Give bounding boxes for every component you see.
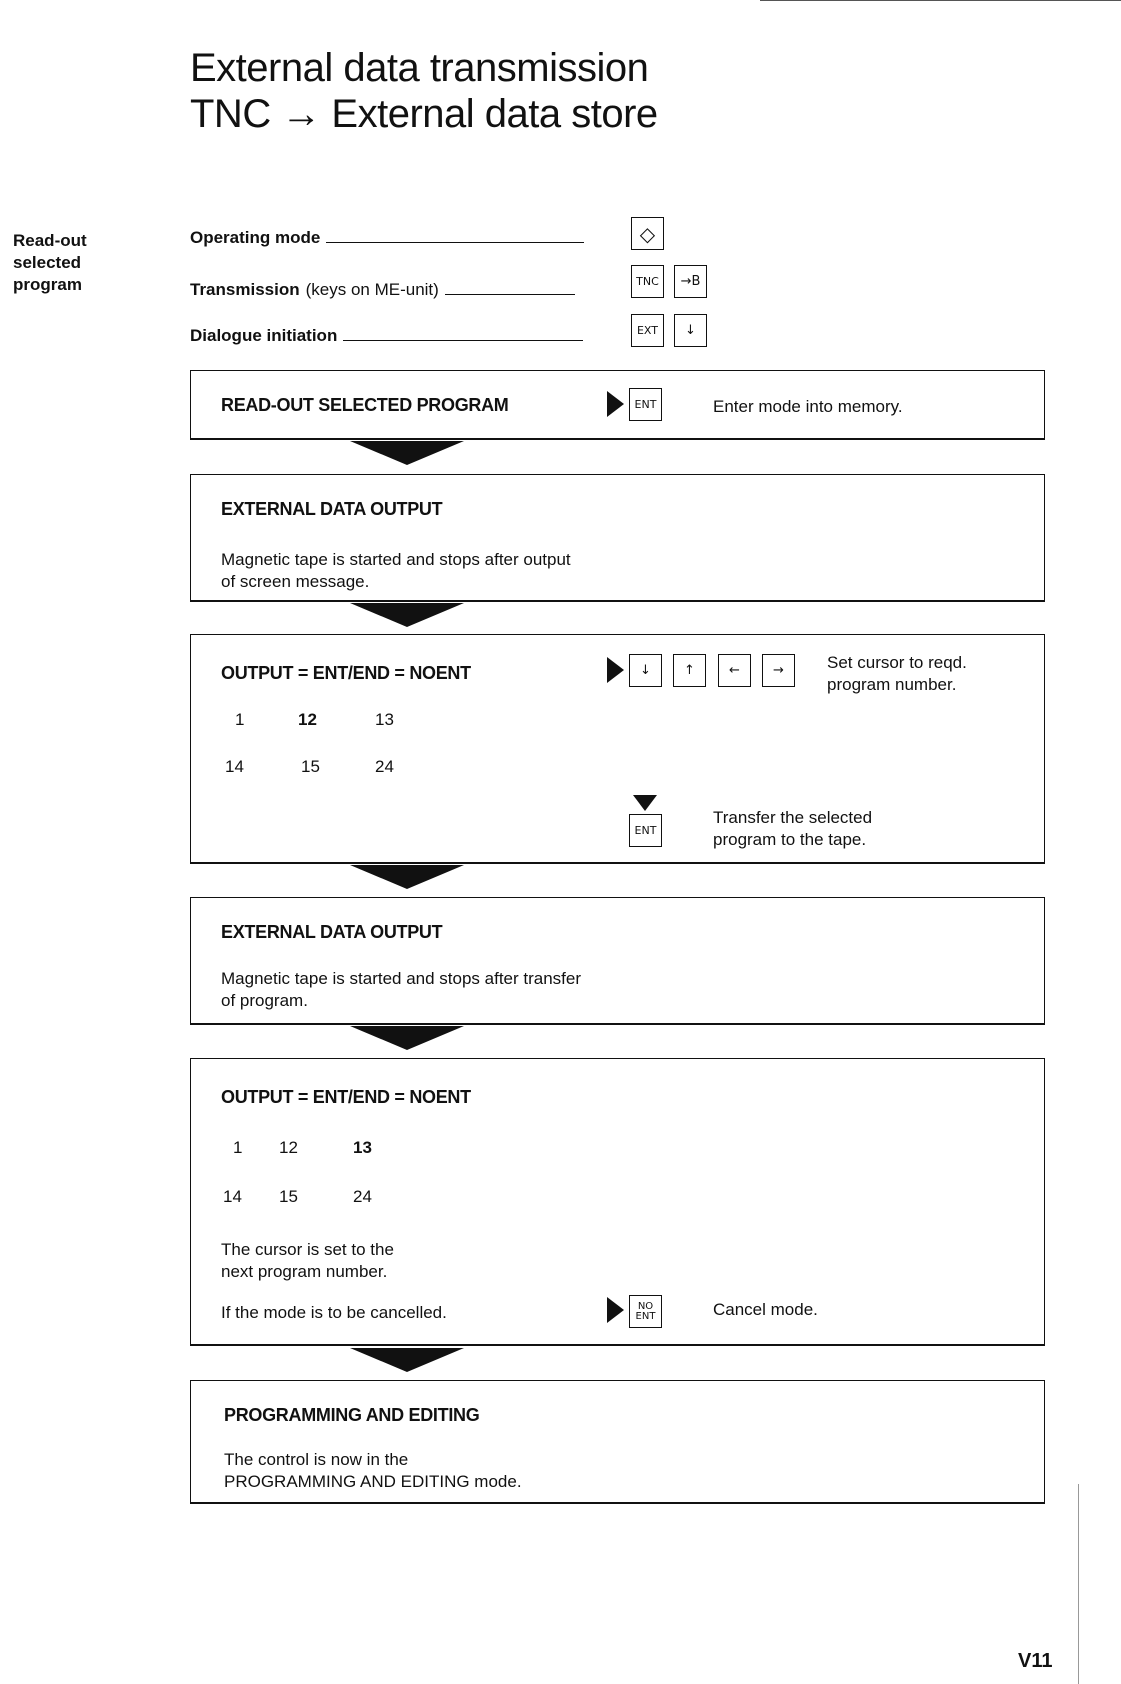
- page-subtitle: TNC → External data store: [190, 92, 658, 136]
- pointer-down-triangle-icon: [633, 795, 657, 811]
- program-number[interactable]: 1: [235, 710, 245, 729]
- flow-arrow-icon: [350, 1348, 464, 1372]
- box5-cancel-note: Cancel mode.: [713, 1300, 818, 1319]
- program-number[interactable]: 14: [223, 1187, 242, 1206]
- diamond-arrow-icon: ◇: [639, 221, 656, 246]
- box5-cancel-text: If the mode is to be cancelled.: [221, 1303, 447, 1322]
- operating-mode-label: Operating mode: [190, 228, 321, 247]
- program-number[interactable]: 13: [375, 710, 394, 729]
- pointer-triangle-icon: [607, 1297, 624, 1323]
- up-arrow-key[interactable]: [673, 654, 706, 687]
- box5-cursor-text: The cursor is set to the next program number.: [221, 1240, 394, 1281]
- ext-key-label: EXT: [636, 324, 658, 337]
- box-output-select: [190, 634, 1045, 864]
- ent-key[interactable]: [629, 388, 662, 421]
- page-number: V11: [1018, 1650, 1053, 1672]
- box3-title: OUTPUT = ENT/END = NOENT: [221, 663, 471, 683]
- flow-arrow-icon: [350, 441, 464, 465]
- down-arrow-icon: ↓: [685, 323, 696, 338]
- tape-output-key[interactable]: [674, 265, 707, 298]
- leader-line: [343, 340, 583, 341]
- tnc-key-label: TNC: [636, 275, 659, 288]
- leader-line: [326, 242, 584, 243]
- program-number[interactable]: 1: [233, 1138, 243, 1157]
- box4-title: EXTERNAL DATA OUTPUT: [221, 922, 443, 942]
- box2-text: Magnetic tape is started and stops after output of screen message.: [221, 550, 571, 591]
- box-external-data-output-2: [190, 897, 1045, 1025]
- box-readout-selected-program: [190, 370, 1045, 440]
- up-arrow-icon: ↑: [684, 663, 695, 678]
- box1-title: READ-OUT SELECTED PROGRAM: [221, 395, 509, 415]
- noent-key-label: NO ENT: [635, 1300, 656, 1322]
- down-arrow-key[interactable]: [674, 314, 707, 347]
- box5-title: OUTPUT = ENT/END = NOENT: [221, 1087, 471, 1107]
- flow-arrow-icon: [350, 865, 464, 889]
- step-operating-mode: [190, 228, 584, 248]
- page-title: External data transmission: [190, 46, 649, 90]
- side-label: Read-out selected program: [13, 231, 87, 294]
- top-rule: [760, 0, 1121, 1]
- box2-title: EXTERNAL DATA OUTPUT: [221, 499, 443, 519]
- step-transmission: [190, 280, 575, 300]
- program-number-selected[interactable]: 12: [298, 710, 317, 729]
- ent-key[interactable]: [629, 814, 662, 847]
- box6-text: The control is now in the PROGRAMMING AND EDITING mode.: [224, 1450, 522, 1491]
- box3-cursor-note: Set cursor to reqd. program number.: [827, 653, 967, 694]
- ext-key[interactable]: [631, 314, 664, 347]
- down-arrow-icon: ↓: [640, 663, 651, 678]
- noent-key[interactable]: [629, 1295, 662, 1328]
- flow-arrow-icon: [350, 1026, 464, 1050]
- program-number[interactable]: 14: [225, 757, 244, 776]
- page-edge-line: [1078, 1484, 1079, 1684]
- box-external-data-output-1: [190, 474, 1045, 602]
- program-number-selected[interactable]: 13: [353, 1138, 372, 1157]
- left-arrow-icon: ←: [729, 663, 740, 678]
- box4-text: Magnetic tape is started and stops after transfer of program.: [221, 969, 582, 1010]
- box1-note: Enter mode into memory.: [713, 397, 903, 416]
- box3-transfer-note: Transfer the selected program to the tape.: [713, 808, 873, 849]
- tnc-key[interactable]: [631, 265, 664, 298]
- pointer-triangle-icon: [607, 391, 624, 417]
- program-number[interactable]: 12: [279, 1138, 298, 1157]
- right-arrow-key[interactable]: [762, 654, 795, 687]
- left-arrow-key[interactable]: [718, 654, 751, 687]
- leader-line: [445, 294, 575, 295]
- box-output-next: [190, 1058, 1045, 1346]
- program-number[interactable]: 24: [375, 757, 394, 776]
- ent-key-label: ENT: [634, 398, 657, 411]
- transmission-suffix: (keys on ME-unit): [305, 280, 439, 299]
- program-number[interactable]: 24: [353, 1187, 372, 1206]
- box-programming-and-editing: [190, 1380, 1045, 1504]
- ent-key-label: ENT: [634, 824, 657, 837]
- down-arrow-key[interactable]: [629, 654, 662, 687]
- step-dialogue: [190, 326, 583, 346]
- right-arrow-icon: →: [773, 663, 784, 678]
- operating-mode-key[interactable]: [631, 217, 664, 250]
- flow-arrow-icon: [350, 603, 464, 627]
- dialogue-label: Dialogue initiation: [190, 326, 338, 345]
- tape-arrow-icon: →B: [680, 274, 701, 289]
- pointer-triangle-icon: [607, 657, 624, 683]
- box6-title: PROGRAMMING AND EDITING: [224, 1405, 480, 1425]
- transmission-label: Transmission: [190, 280, 300, 299]
- program-number[interactable]: 15: [279, 1187, 298, 1206]
- program-number[interactable]: 15: [301, 757, 320, 776]
